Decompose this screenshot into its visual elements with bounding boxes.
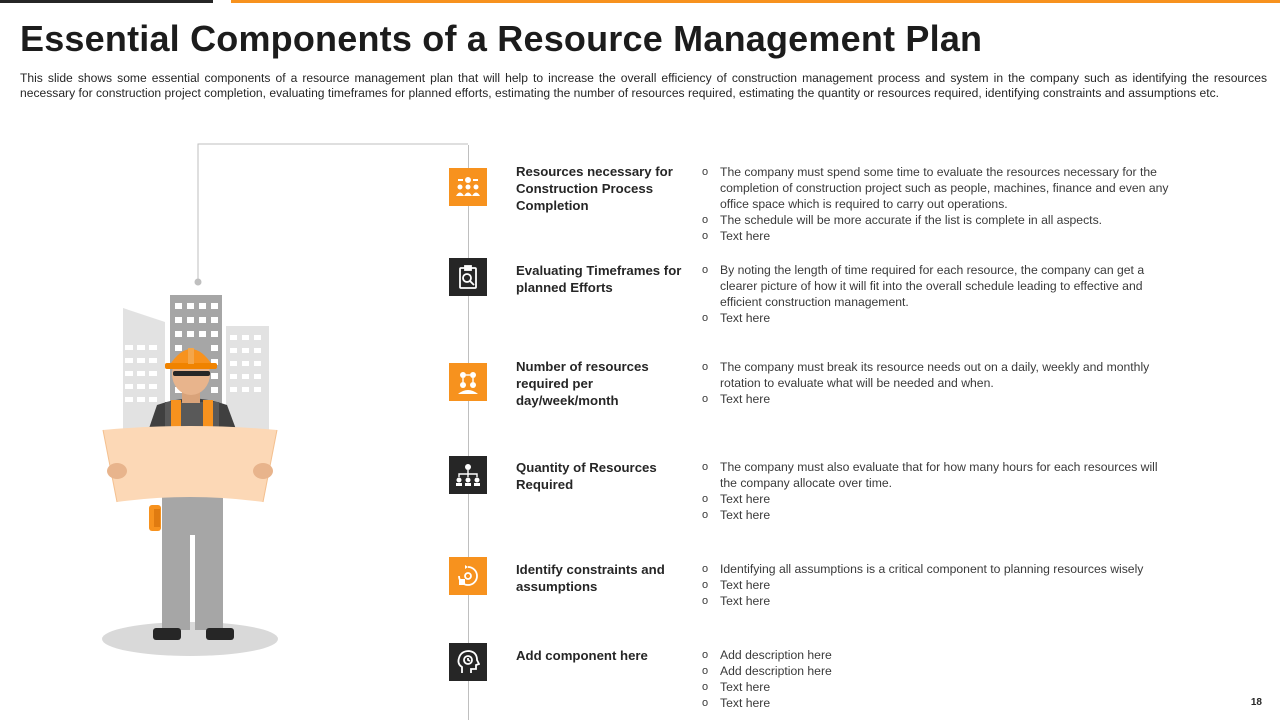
component-title: Add component here (516, 648, 648, 663)
component-description-list (700, 164, 1170, 244)
description-bullet: o Text here (700, 491, 1170, 507)
slide-subtitle: This slide shows some essential components of a resource management plan that will help to increase the overall efficiency of construction management process and system in the company such as identifying the resources necessary for construction project completion, evaluating timeframes for planned efforts, estimating the number of resources required, estimating the quantity or resources required, identifying constraints and assumptions etc. (20, 71, 1267, 100)
component-title: Quantity of Resources Required (516, 460, 657, 492)
component-title: Resources necessary for Construction Process Completion (516, 164, 673, 213)
top-accent-bar-orange (231, 0, 1280, 3)
component-description-list (700, 647, 1170, 711)
construction-worker-illustration (95, 140, 475, 670)
org-chart-icon (449, 456, 487, 494)
component-description-list (700, 459, 1170, 523)
description-bullet: o The company must spend some time to evaluate the resources necessary for the completion of construction project such as people, machines, finance and even any office space which is required to carry out operations. (700, 164, 1170, 212)
component-title: Evaluating Timeframes for planned Efforts (516, 263, 682, 295)
description-bullet: o Text here (700, 577, 1170, 593)
description-bullet: o Text here (700, 695, 1170, 711)
component-title: Number of resources required per day/week/month (516, 359, 649, 408)
component-title: Identify constraints and assumptions (516, 562, 665, 594)
constraints-icon (449, 557, 487, 595)
description-bullet: o By noting the length of time required for each resource, the company can get a clearer picture of how it will fit into the overall schedule leading to effective and efficient construction management. (700, 262, 1170, 310)
page-number: 18 (1250, 697, 1262, 708)
component-description-list (700, 359, 1170, 407)
description-bullet: o Identifying all assumptions is a critical component to planning resources wisely (700, 561, 1170, 577)
component-description-list (700, 262, 1170, 326)
description-bullet: o Add description here (700, 663, 1170, 679)
head-clock-icon (449, 643, 487, 681)
description-bullet: o Text here (700, 507, 1170, 523)
description-bullet: o The company must also evaluate that for how many hours for each resources will the company allocate over time. (700, 459, 1170, 491)
description-bullet: o Text here (700, 310, 1170, 326)
component-description-list (700, 561, 1170, 609)
description-bullet: o The schedule will be more accurate if the list is complete in all aspects. (700, 212, 1170, 228)
timeline-line (468, 145, 469, 720)
top-accent-bar-dark (0, 0, 213, 3)
clipboard-evaluate-icon (449, 258, 487, 296)
slide-title: Essential Components of a Resource Management Plan (20, 18, 983, 59)
description-bullet: o Text here (700, 679, 1170, 695)
description-bullet: o The company must break its resource needs out on a daily, weekly and monthly rotation to evaluate what will be needed and when. (700, 359, 1170, 391)
description-bullet: o Text here (700, 391, 1170, 407)
description-bullet: o Text here (700, 593, 1170, 609)
description-bullet: o Add description here (700, 647, 1170, 663)
description-bullet: o Text here (700, 228, 1170, 244)
resources-group-icon (449, 168, 487, 206)
people-network-icon (449, 363, 487, 401)
